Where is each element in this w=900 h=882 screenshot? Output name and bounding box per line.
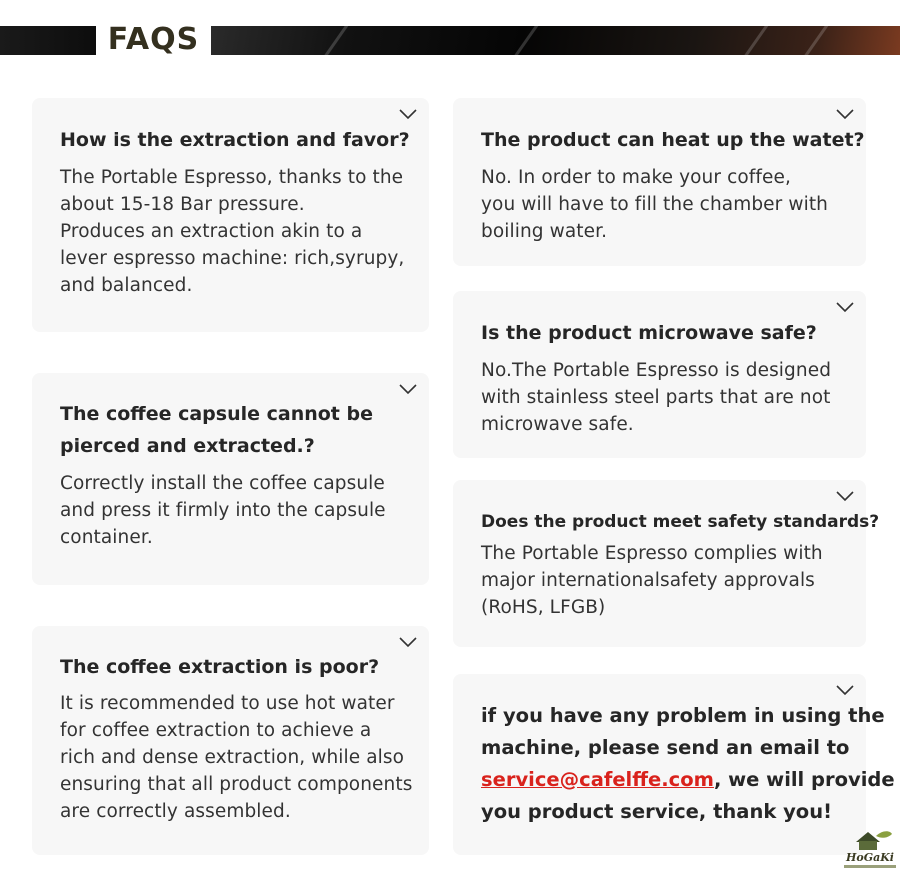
faq-answer: No. In order to make your coffee, you will have to fill the chamber with boiling water. [481, 167, 828, 242]
faq-question: How is the extraction and favor? [60, 129, 410, 151]
chevron-down-icon[interactable] [399, 108, 417, 120]
faq-answer: No.The Portable Espresso is designed with stainless steel parts that are not microwave safe. [481, 360, 832, 435]
faq-card-safety-standards[interactable] [453, 480, 880, 647]
faq-answer: It is recommended to use hot water for coffee extraction to achieve a rich and dense extraction, while also ensuring that all product components are correctly assembled. [60, 693, 413, 822]
chevron-down-icon[interactable] [399, 383, 417, 395]
faq-question: Is the product microwave safe? [481, 322, 817, 344]
chevron-down-icon[interactable] [836, 108, 854, 120]
contact-card[interactable] [453, 674, 895, 855]
faq-answer: The Portable Espresso, thanks to the about 15-18 Bar pressure. Produces an extraction akin to a lever espresso machine: rich,syrupy, and balanced. [60, 167, 405, 296]
faq-card-extraction-poor[interactable] [32, 626, 429, 855]
email-link[interactable]: service@cafelffe.com [481, 768, 714, 791]
header-banner-right [211, 26, 900, 55]
faq-card-capsule-pierce[interactable] [32, 373, 429, 585]
faq-answer: Correctly install the coffee capsule and press it firmly into the capsule container. [60, 473, 386, 548]
faq-card-extraction-favor[interactable] [32, 98, 429, 332]
faq-card-heat-water[interactable] [453, 98, 866, 266]
faq-answer: The Portable Espresso complies with major internationalsafety approvals (RoHS, LFGB) [481, 543, 823, 618]
brand-logo [842, 828, 898, 876]
logo-text: HoGaKi [846, 851, 894, 864]
faq-question: The coffee extraction is poor? [60, 656, 380, 678]
logo-underline [844, 865, 896, 868]
faq-card-microwave[interactable] [453, 291, 866, 458]
banner-streak [314, 26, 351, 55]
chevron-down-icon[interactable] [836, 684, 854, 696]
chevron-down-icon[interactable] [836, 490, 854, 502]
house-leaf-icon [842, 828, 898, 852]
page-title: FAQS [107, 22, 200, 57]
chevron-down-icon[interactable] [399, 636, 417, 648]
faq-question: The coffee capsule cannot be pierced and extracted.? [60, 403, 373, 457]
faq-question: Does the product meet safety standards? [481, 512, 880, 532]
chevron-down-icon[interactable] [836, 301, 854, 313]
banner-streak [504, 26, 541, 55]
contact-message: if you have any problem in using the machine, please send an email to service@cafelffe.com, we will provide you product service, thank you! [481, 704, 895, 823]
banner-streak [734, 26, 771, 55]
header-banner-left [0, 26, 96, 55]
banner-streak [794, 26, 831, 55]
faq-question: The product can heat up the watet? [481, 129, 865, 151]
